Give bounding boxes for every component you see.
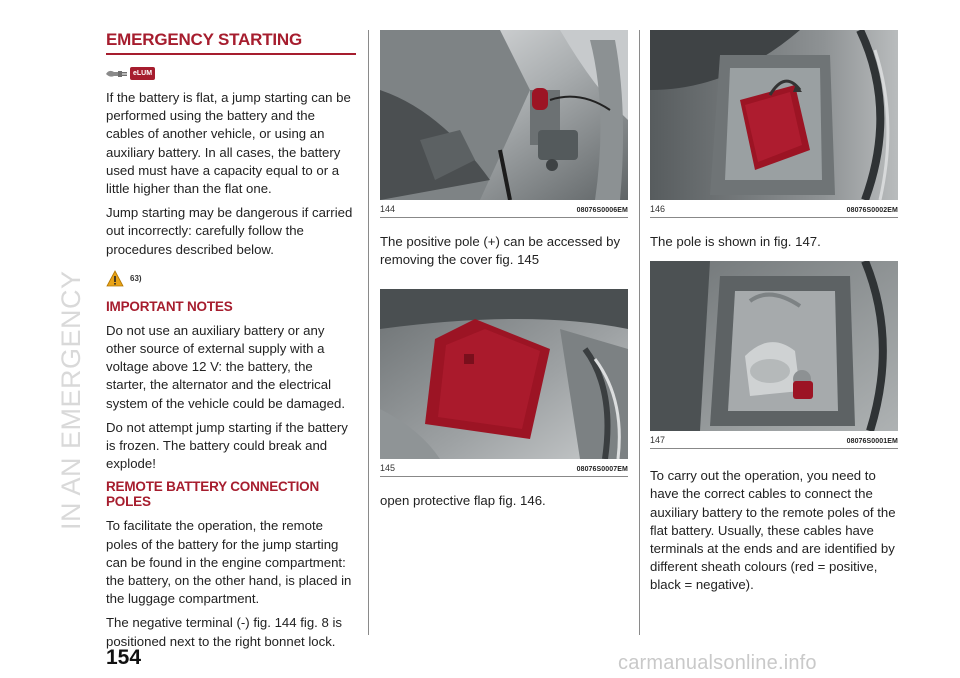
figure-144-photo — [380, 30, 628, 200]
figure-145-caption — [380, 459, 628, 477]
watermark: carmanualsonline.info — [618, 652, 817, 674]
figure-code: 08076S0006EM — [576, 207, 628, 214]
warning-reference — [106, 269, 356, 289]
figure-number: 145 — [380, 463, 396, 474]
side-chapter-title-text: IN AN EMERGENCY — [56, 270, 86, 530]
figure-code: 08076S0002EM — [846, 207, 898, 214]
column-divider — [639, 30, 640, 635]
text-after-fig-144: The positive pole (+) can be accessed by removing the cover fig. 145 — [380, 234, 621, 268]
intro-paragraph-2: Jump starting may be dangerous if carried out incorrectly: carefully follow the procedures described below. — [106, 205, 353, 257]
figure-147-caption — [650, 431, 898, 449]
figure-147-photo — [650, 261, 898, 431]
figure-146-photo — [650, 30, 898, 200]
text-after-fig-146: The pole is shown in fig. 147. — [650, 234, 821, 249]
elum-badge — [106, 63, 356, 83]
warning-ref-number: 63) — [130, 274, 142, 284]
column-divider — [368, 30, 369, 635]
figure-code: 08076S0001EM — [846, 438, 898, 446]
remote-poles-title: REMOTE BATTERY CONNECTION POLES — [106, 479, 320, 510]
text-after-fig-147: To carry out the operation, you need to have the correct cables to connect the auxiliary battery to the remote poles of the flat battery. Usually, these cables have terminals at the ends and are identified by different sheath colours (red = positive, black = negative). — [650, 468, 896, 593]
figure-146 — [650, 30, 898, 218]
warning-icon — [106, 270, 124, 287]
important-paragraph-2: Do not attempt jump starting if the battery is frozen. The battery could break and explode! — [106, 419, 348, 472]
section-title: EMERGENCY STARTING — [106, 30, 356, 55]
column-middle — [380, 30, 628, 517]
column-right — [650, 30, 898, 601]
important-paragraph-1: Do not use an auxiliary battery or any other source of external supply with a voltage above 12 V: the battery, the starter, the alternator and the electrical system of the vehicle could be damaged. — [106, 322, 345, 411]
text-after-fig-145: open protective flap fig. 146. — [380, 493, 546, 509]
figure-145-photo — [380, 289, 628, 459]
figure-146-caption — [650, 200, 898, 218]
figure-code: 08076S0007EM — [576, 466, 628, 474]
figure-147 — [650, 261, 898, 449]
remote-paragraph-1: To facilitate the operation, the remote poles of the battery for the jump starting can be found in the engine compartment: the battery, on the other hand, is placed in the luggage compartment. — [106, 518, 352, 607]
figure-145 — [380, 289, 628, 477]
side-chapter-title — [52, 30, 86, 530]
figure-number: 147 — [650, 435, 666, 446]
figure-144-caption — [380, 200, 628, 218]
intro-paragraph-1: If the battery is flat, a jump starting can be performed using the battery and the cables of another vehicle, or using an auxiliary battery. In all cases, the battery used must have a capacity equal to or a little higher than the flat one. — [106, 90, 351, 197]
remote-paragraph-2: The negative terminal (-) fig. 144 fig. 8 is positioned next to the right bonnet lock. — [106, 615, 343, 649]
plug-icon — [106, 66, 128, 80]
figure-144 — [380, 30, 628, 218]
elum-tag: eLUM — [130, 67, 155, 80]
figure-number: 146 — [650, 204, 666, 214]
column-left — [106, 30, 356, 657]
important-notes-title: IMPORTANT NOTES — [106, 298, 233, 314]
page-number: 154 — [106, 646, 142, 669]
figure-number: 144 — [380, 204, 396, 214]
